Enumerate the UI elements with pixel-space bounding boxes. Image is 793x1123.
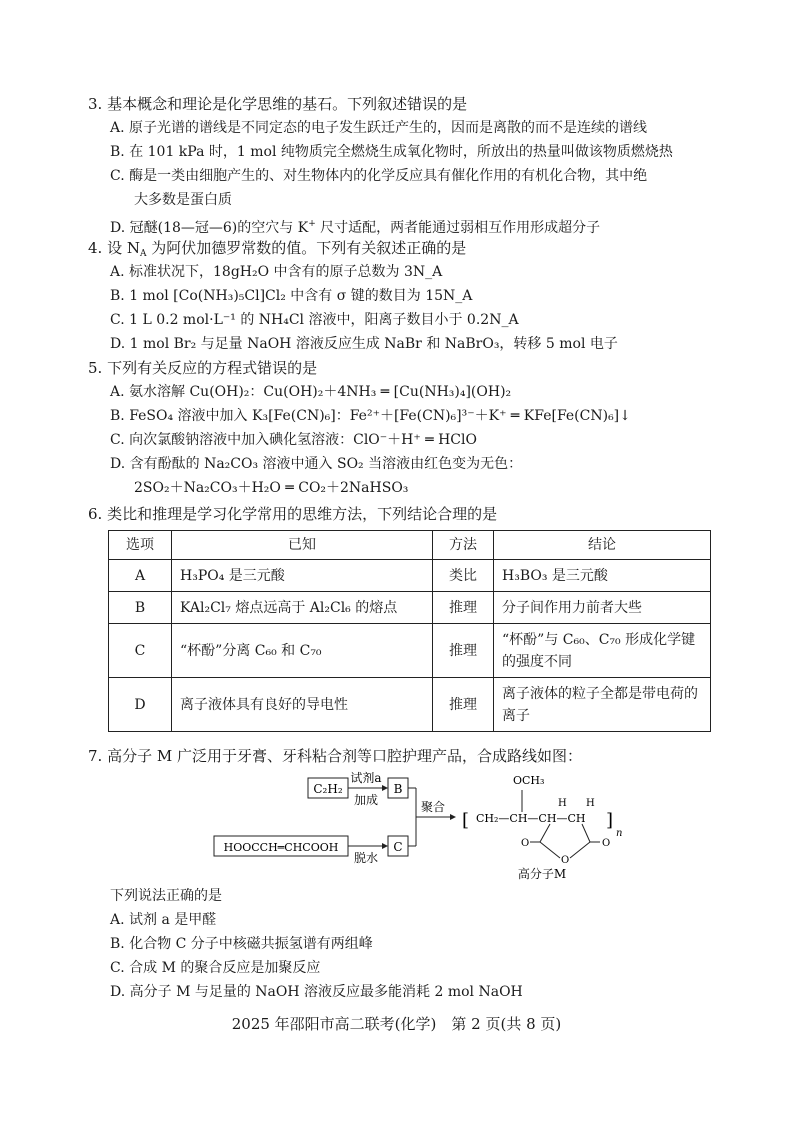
q7-stem: 7. 高分子 M 广泛用于牙膏、牙科粘合剂等口腔护理产品，合成路线如图： [88, 747, 582, 765]
q6-header-option: 选项 [109, 531, 172, 560]
ring-oxygen: O [561, 855, 570, 866]
q4-stem-pre: 4. 设 N [88, 239, 140, 257]
q6-cell: “杯酚”分离 C₆₀ 和 C₇₀ [172, 624, 433, 678]
q3-option-c-line1: C. 酶是一类由细胞产生的、对生物体内的化学反应具有催化作用的有机化合物，其中绝 [110, 168, 648, 184]
q3-d-post: 尺寸适配，两者能通过弱相互作用形成超分子 [315, 220, 601, 236]
reactant2-label: HOOCCH═CHCOOH [223, 841, 339, 854]
q4-option-d: D. 1 mol Br₂ 与足量 NaOH 溶液反应生成 NaBr 和 NaBrO₃，转移 5 mol 电子 [110, 336, 618, 352]
q5-stem: 5. 下列有关反应的方程式错误的是 [88, 359, 318, 377]
compound-c-label: C [393, 840, 403, 854]
h-label-1: H [558, 798, 567, 809]
q4-option-c: C. 1 L 0.2 mol·L⁻¹ 的 NH₄Cl 溶液中，阳离子数目小于 0.2N_A [110, 312, 519, 328]
q3-option-a: A. 原子光谱的谱线是不同定态的电子发生跃迁产生的，因而是离散的而不是连续的谱线 [110, 120, 648, 136]
h-label-2: H [586, 798, 595, 809]
ring-bond-4 [582, 824, 590, 842]
q6-cell: 离子液体具有良好的导电性 [172, 678, 433, 732]
polymer-chain: CH₂—CH—CH—CH [476, 812, 586, 825]
q6-cell: 分子间作用力前者大些 [494, 592, 711, 624]
compound-b-label: B [393, 782, 403, 796]
q5-option-c: C. 向次氯酸钠溶液中加入碘化氢溶液：ClO⁻＋H⁺ ═ HClO [110, 432, 477, 448]
q6-cell: D [109, 678, 172, 732]
reagent2-label: 脱水 [353, 851, 379, 865]
q7-option-b: B. 化合物 C 分子中核磁共振氢谱有两组峰 [110, 936, 373, 952]
arrow3-head [450, 814, 456, 820]
q6-header-conclusion: 结论 [494, 531, 711, 560]
q6-cell: A [109, 560, 172, 592]
page-footer: 2025 年邵阳市高二联考(化学) 第 2 页(共 8 页) [231, 1015, 562, 1033]
q6-stem: 6. 类比和推理是学习化学常用的思维方法，下列结论合理的是 [88, 505, 498, 523]
q3-option-b: B. 在 101 kPa 时，1 mol 纯物质完全燃烧生成氧化物时，所放出的热量叫做该物质燃烧热 [110, 144, 673, 160]
q6-table-header-row [109, 531, 711, 560]
arrow1-head [382, 785, 388, 791]
q6-table [108, 530, 711, 732]
q6-cell: C [109, 624, 172, 678]
q5-option-d-line2: 2SO₂＋Na₂CO₃＋H₂O ═ CO₂＋2NaHSO₃ [134, 480, 409, 496]
ring-bond-3 [570, 842, 590, 858]
polymerize-label: 聚合 [420, 800, 446, 814]
q4-stem-post: 为阿伏加德罗常数的值。下列有关叙述正确的是 [146, 239, 467, 257]
right-bracket: ] [606, 810, 614, 831]
table-row [109, 560, 711, 592]
q6-header-known: 已知 [172, 531, 433, 560]
table-row [109, 678, 711, 732]
table-row [109, 624, 711, 678]
table-row [109, 592, 711, 624]
q4-stem-sub: A [139, 249, 147, 259]
och3-label: OCH₃ [513, 774, 545, 787]
q5-option-a: A. 氨水溶解 Cu(OH)₂：Cu(OH)₂＋4NH₃ ═ [Cu(NH₃)₄](OH)₂ [110, 384, 512, 400]
q7-option-d: D. 高分子 M 与足量的 NaOH 溶液反应最多能消耗 2 mol NaOH [110, 984, 523, 1000]
q6-cell: 推理 [433, 624, 494, 678]
q3-d-sup: + [308, 219, 316, 229]
q7-synthesis-scheme [200, 766, 640, 884]
q4-option-b: B. 1 mol [Co(NH₃)₅Cl]Cl₂ 中含有 σ 键的数目为 15N_A [110, 288, 473, 304]
q6-cell: H₃PO₄ 是三元酸 [172, 560, 433, 592]
ring-bond-2 [540, 842, 560, 858]
q3-stem: 3. 基本概念和理论是化学思维的基石。下列叙述错误的是 [88, 95, 468, 113]
left-bracket: [ [462, 810, 470, 831]
q6-cell: KAl₂Cl₇ 熔点远高于 Al₂Cl₆ 的熔点 [172, 592, 433, 624]
q6-cell: “杯酚”与 C₆₀、C₇₀ 形成化学键的强度不同 [494, 624, 711, 678]
q5-option-b: B. FeSO₄ 溶液中加入 K₃[Fe(CN)₆]：Fe²⁺＋[Fe(CN)₆]³⁻＋K⁺ ═ KFe[Fe(CN)₆]↓ [110, 408, 631, 424]
q6-cell: H₃BO₃ 是三元酸 [494, 560, 711, 592]
q7-option-a: A. 试剂 a 是甲醛 [110, 912, 217, 928]
carbonyl-left-o: O [521, 838, 530, 849]
carbonyl-right-o: O [602, 838, 611, 849]
q7-prompt: 下列说法正确的是 [110, 888, 222, 904]
repeat-n: n [616, 828, 623, 839]
q6-cell: 类比 [433, 560, 494, 592]
q3-d-pre: D. 冠醚(18—冠—6)的空穴与 K [110, 220, 309, 236]
q6-cell: B [109, 592, 172, 624]
reactant1-label: C₂H₂ [313, 782, 343, 796]
q5-option-d-line1: D. 含有酚酞的 Na₂CO₃ 溶液中通入 SO₂ 当溶液由红色变为无色： [110, 456, 523, 472]
reagent-top-label: 试剂a [350, 771, 382, 785]
q6-cell: 推理 [433, 592, 494, 624]
q4-option-a: A. 标准状况下，18gH₂O 中含有的原子总数为 3N_A [110, 264, 443, 280]
product-label: 高分子M [517, 867, 567, 881]
ring-bond-1 [540, 824, 550, 842]
q7-option-c: C. 合成 M 的聚合反应是加聚反应 [110, 960, 321, 976]
q3-option-c-line2: 大多数是蛋白质 [134, 192, 232, 208]
q6-cell: 推理 [433, 678, 494, 732]
q6-cell: 离子液体的粒子全都是带电荷的离子 [494, 678, 711, 732]
arrow2-head [382, 843, 388, 849]
reagent-bottom-label: 加成 [353, 793, 379, 807]
q6-header-method: 方法 [433, 531, 494, 560]
